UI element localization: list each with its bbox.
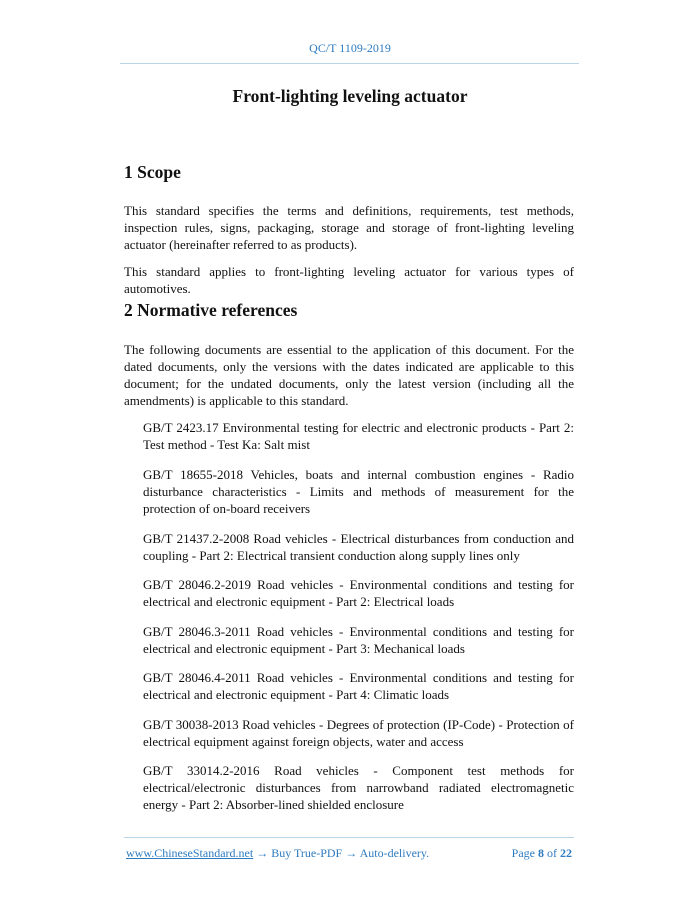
reference-item: GB/T 28046.3-2011 Road vehicles - Environmental conditions and testing for electrical and electronic equipment - Part 3: Mechanical loads [143, 624, 574, 656]
reference-item: GB/T 2423.17 Environmental testing for electric and electronic products - Part 2: Test method - Test Ka: Salt mist [143, 420, 574, 452]
reference-item-container [124, 623, 574, 657]
reference-item-container [124, 669, 574, 703]
reference-item: GB/T 33014.2-2016 Road vehicles - Component test methods for electrical/electronic disturbances from narrowband radiated electromagnetic energy - Part 2: Absorber-lined shielded enclosure [143, 763, 574, 812]
references-intro-paragraph: The following documents are essential to the application of this document. For the dated documents, only the versions with the dates indicated are applicable to this document; for the undated documents, only the latest version (including all the amendments) is applicable to this standard. [124, 342, 574, 408]
section-scope [124, 162, 574, 183]
scope-paragraph-1-container [124, 202, 574, 253]
page-of-label: of [547, 846, 557, 860]
page-indicator [512, 846, 572, 861]
references-intro-container [124, 341, 574, 409]
reference-item: GB/T 21437.2-2008 Road vehicles - Electrical disturbances from conduction and coupling - Part 2: Electrical transient conduction along supply lines only [143, 531, 574, 563]
reference-item-container [124, 762, 574, 813]
buy-true-pdf-text: Buy True-PDF [271, 846, 343, 860]
standard-code-header: QC/T 1109-2019 [309, 41, 391, 55]
scope-paragraph-2-container [124, 263, 574, 297]
scope-paragraph: This standard applies to front-lighting leveling actuator for various types of automotives. [124, 264, 574, 296]
chinese-standard-link[interactable]: www.ChineseStandard.net [126, 846, 254, 860]
reference-item: GB/T 30038-2013 Road vehicles - Degrees of protection (IP-Code) - Protection of electrical equipment against foreign objects, water and access [143, 717, 574, 749]
reference-item-container [124, 419, 574, 453]
auto-delivery-text: Auto-delivery. [359, 846, 430, 860]
reference-item-container [124, 576, 574, 610]
section-heading: 2 Normative references [124, 300, 298, 320]
reference-item-container [124, 466, 574, 517]
footer-divider [124, 837, 574, 838]
page-label: Page [511, 846, 535, 860]
reference-item-container [124, 530, 574, 564]
arrow-right-icon: → [345, 846, 358, 860]
current-page-number: 8 [538, 846, 544, 860]
document-title: Front-lighting leveling actuator [232, 86, 468, 106]
section-heading: 1 Scope [124, 162, 181, 182]
reference-item: GB/T 28046.4-2011 Road vehicles - Environmental conditions and testing for electrical and electronic equipment - Part 4: Climatic loads [143, 670, 574, 702]
arrow-right-icon: → [256, 846, 269, 860]
header-divider [120, 63, 579, 64]
scope-paragraph: This standard specifies the terms and definitions, requirements, test methods, inspection rules, signs, packaging, storage and storage of front-lighting leveling actuator (hereinafter referred to as products). [124, 203, 574, 252]
page-footer [126, 846, 572, 861]
section-normative-references [124, 300, 574, 321]
reference-item: GB/T 28046.2-2019 Road vehicles - Environmental conditions and testing for electrical and electronic equipment - Part 2: Electrical loads [143, 577, 574, 609]
reference-item-container [124, 716, 574, 750]
reference-item: GB/T 18655-2018 Vehicles, boats and internal combustion engines - Radio disturbance characteristics - Limits and methods of measurement for the protection of on-board receivers [143, 467, 574, 516]
total-pages-number: 22 [560, 846, 572, 860]
